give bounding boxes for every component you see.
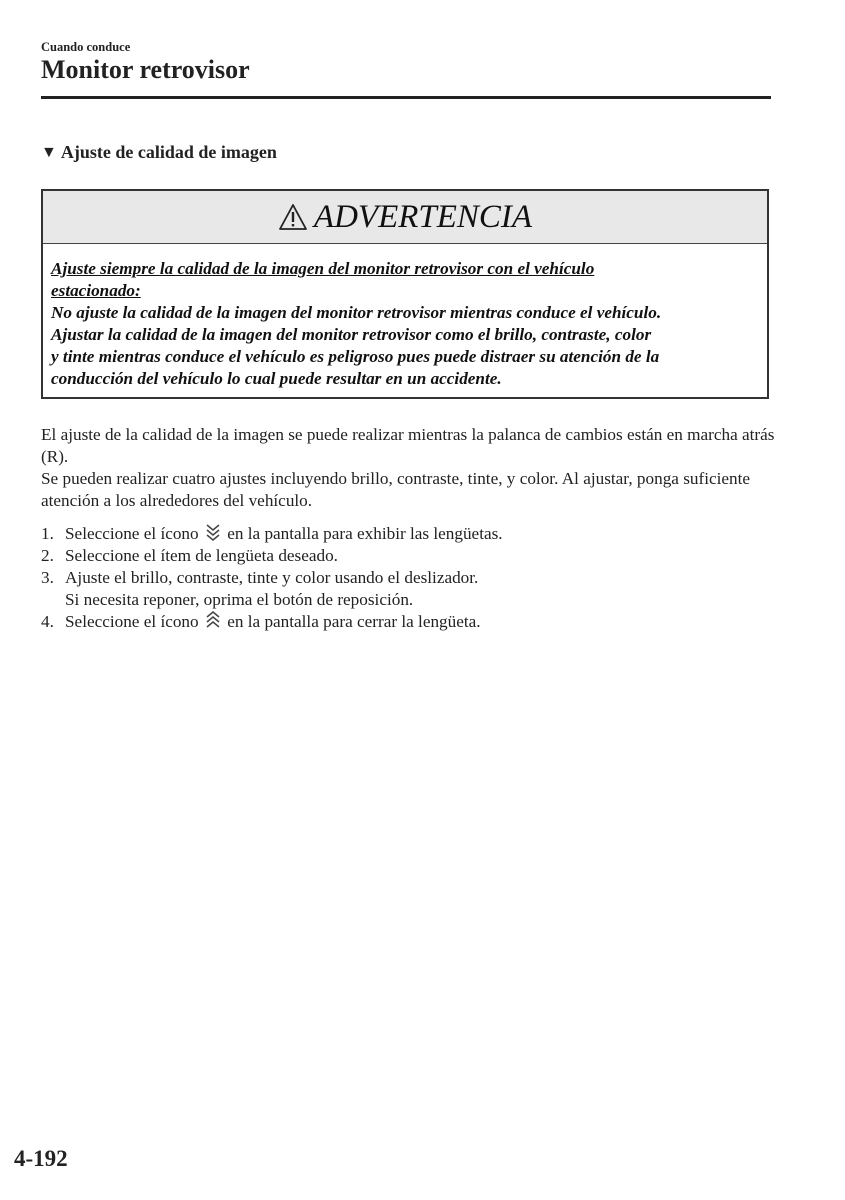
- step-text-before: Seleccione el ícono: [65, 524, 199, 543]
- warning-lead-1: Ajuste siempre la calidad de la imagen del monitor retrovisor con el vehículo: [51, 259, 595, 278]
- step-text: [65, 567, 478, 611]
- list-item: [41, 523, 781, 545]
- step-number: 2.: [41, 546, 54, 565]
- step-text-after: en la pantalla para cerrar la lengüeta.: [227, 612, 481, 631]
- step-number: 3.: [41, 568, 54, 587]
- list-item: [41, 611, 781, 633]
- double-chevron-down-icon: [205, 523, 221, 541]
- warning-body-1: No ajuste la calidad de la imagen del monitor retrovisor mientras conduce el vehículo.: [51, 303, 662, 322]
- paragraph-1: El ajuste de la calidad de la imagen se puede realizar mientras la palanca de cambios están en marcha atrás (R).: [41, 425, 775, 466]
- subheading: [41, 142, 277, 163]
- warning-box: [41, 189, 769, 399]
- step-text-line-2: Si necesita reponer, oprima el botón de reposición.: [65, 590, 414, 609]
- step-text: Seleccione el ítem de lengüeta deseado.: [65, 546, 338, 565]
- step-text: [65, 523, 503, 545]
- page-number: 4-192: [14, 1146, 68, 1171]
- step-text: [65, 611, 481, 633]
- steps-list: [41, 523, 781, 633]
- title-rule: [41, 96, 771, 99]
- list-item: [41, 545, 781, 567]
- warning-title: ADVERTENCIA: [313, 198, 533, 235]
- warning-body-4: conducción del vehículo lo cual puede resultar en un accidente.: [51, 369, 502, 388]
- step-text-line-1: Ajuste el brillo, contraste, tinte y color usando el deslizador.: [65, 568, 479, 587]
- triangle-bullet-icon: ▼: [41, 143, 57, 161]
- warning-body-3: y tinte mientras conduce el vehículo es peligroso pues puede distraer su atención de la: [51, 347, 660, 366]
- warning-body: [43, 244, 767, 390]
- subheading-text: Ajuste de calidad de imagen: [60, 142, 277, 162]
- section-label: Cuando conduce: [41, 40, 131, 54]
- list-item: [41, 567, 781, 611]
- warning-body-2: Ajustar la calidad de la imagen del monitor retrovisor como el brillo, contraste, color: [51, 325, 652, 344]
- body-text: [41, 424, 781, 512]
- step-number: 1.: [41, 524, 54, 543]
- warning-triangle-icon: [278, 203, 308, 231]
- step-text-before: Seleccione el ícono: [65, 612, 199, 631]
- step-text-after: en la pantalla para exhibir las lengüetas.: [227, 524, 503, 543]
- step-number: 4.: [41, 612, 54, 631]
- warning-lead-2: estacionado:: [51, 281, 141, 300]
- double-chevron-up-icon: [205, 611, 221, 629]
- page-title: Monitor retrovisor: [41, 55, 250, 84]
- warning-header: [43, 191, 767, 244]
- paragraph-2: Se pueden realizar cuatro ajustes incluyendo brillo, contraste, tinte, y color. Al ajustar, ponga suficiente atención a los alrededores del vehículo.: [41, 469, 751, 510]
